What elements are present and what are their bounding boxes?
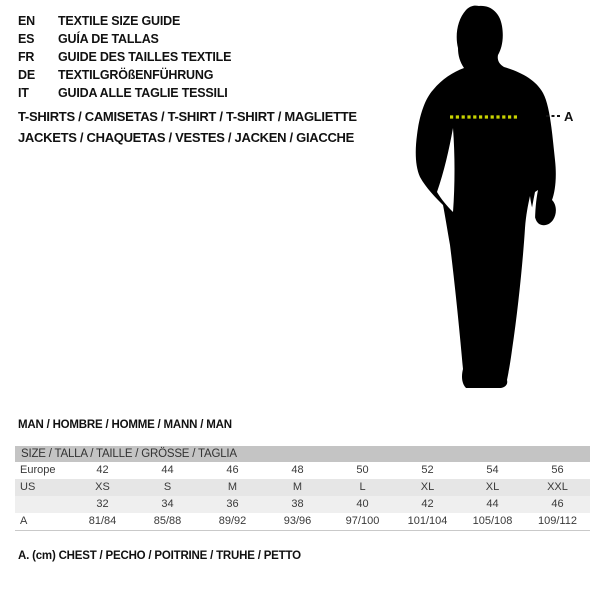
man-silhouette-svg xyxy=(400,0,600,400)
table-cell: 36 xyxy=(226,498,239,510)
table-cell: 38 xyxy=(291,498,304,510)
table-cell: 85/88 xyxy=(153,515,182,527)
language-label: GUIDA ALLE TAGLIE TESSILI xyxy=(58,86,228,100)
language-row-fr xyxy=(18,48,231,66)
table-cell: 54 xyxy=(486,464,499,476)
language-code: DE xyxy=(18,68,35,82)
table-cell: S xyxy=(163,481,172,493)
language-row-es xyxy=(18,30,231,48)
measurement-label-a: A xyxy=(564,109,574,124)
table-cell: 48 xyxy=(291,464,304,476)
table-cell: 89/92 xyxy=(218,515,247,527)
table-cell: XL xyxy=(485,481,500,493)
section-title-man: MAN / HOMBRE / HOMME / MANN / MAN xyxy=(18,419,232,431)
category-jackets: JACKETS / CHAQUETAS / VESTES / JACKEN / GIACCHE xyxy=(18,130,354,145)
table-cell: XL xyxy=(420,481,435,493)
language-row-en xyxy=(18,12,231,30)
language-row-de xyxy=(18,66,231,84)
table-cell: 93/96 xyxy=(283,515,312,527)
man-silhouette-figure xyxy=(400,0,600,400)
language-label: TEXTILE SIZE GUIDE xyxy=(58,14,181,28)
language-label: TEXTILGRÖßENFÜHRUNG xyxy=(58,68,214,82)
table-cell: 46 xyxy=(226,464,239,476)
language-code: FR xyxy=(18,50,35,64)
language-label: GUÍA DE TALLAS xyxy=(58,32,159,46)
table-cell: 101/104 xyxy=(407,515,448,527)
table-cell: 46 xyxy=(551,498,564,510)
table-cell: M xyxy=(292,481,303,493)
language-row-it xyxy=(18,84,231,102)
row-label xyxy=(15,496,70,513)
row-label: A xyxy=(20,515,28,527)
measurement-footnote: A. (cm) CHEST / PECHO / POITRINE / TRUHE / PETTO xyxy=(18,550,301,562)
table-cell: XS xyxy=(95,481,110,493)
row-label: Europe xyxy=(20,464,56,476)
language-list xyxy=(18,12,231,102)
language-code: EN xyxy=(18,14,35,28)
table-cell: M xyxy=(227,481,238,493)
table-row-us xyxy=(15,479,590,496)
table-row-europe xyxy=(15,462,590,479)
table-row-uk xyxy=(15,496,590,513)
table-cell: 52 xyxy=(421,464,434,476)
table-cell: 42 xyxy=(96,464,109,476)
category-tshirts: T-SHIRTS / CAMISETAS / T-SHIRT / T-SHIRT / MAGLIETTE xyxy=(18,109,357,124)
size-table xyxy=(15,446,590,531)
table-cell: 44 xyxy=(161,464,174,476)
language-label: GUIDE DES TAILLES TEXTILE xyxy=(58,50,232,64)
table-cell: 34 xyxy=(161,498,174,510)
table-cell: 44 xyxy=(486,498,499,510)
table-cell: L xyxy=(359,481,366,493)
size-table-header: SIZE / TALLA / TAILLE / GRÖSSE / TAGLIA xyxy=(15,446,590,462)
category-list xyxy=(18,106,357,148)
table-row-chest-a xyxy=(15,513,590,530)
row-label: US xyxy=(20,481,36,493)
table-cell: 105/108 xyxy=(472,515,513,527)
language-code: IT xyxy=(18,86,29,100)
table-cell: 42 xyxy=(421,498,434,510)
table-cell: 50 xyxy=(356,464,369,476)
table-cell: XXL xyxy=(547,481,568,493)
table-cell: 40 xyxy=(356,498,369,510)
table-cell: 81/84 xyxy=(88,515,117,527)
language-code: ES xyxy=(18,32,35,46)
table-cell: 109/112 xyxy=(538,515,577,527)
table-cell: 56 xyxy=(551,464,564,476)
table-cell: 32 xyxy=(96,498,109,510)
table-cell: 97/100 xyxy=(345,515,380,527)
